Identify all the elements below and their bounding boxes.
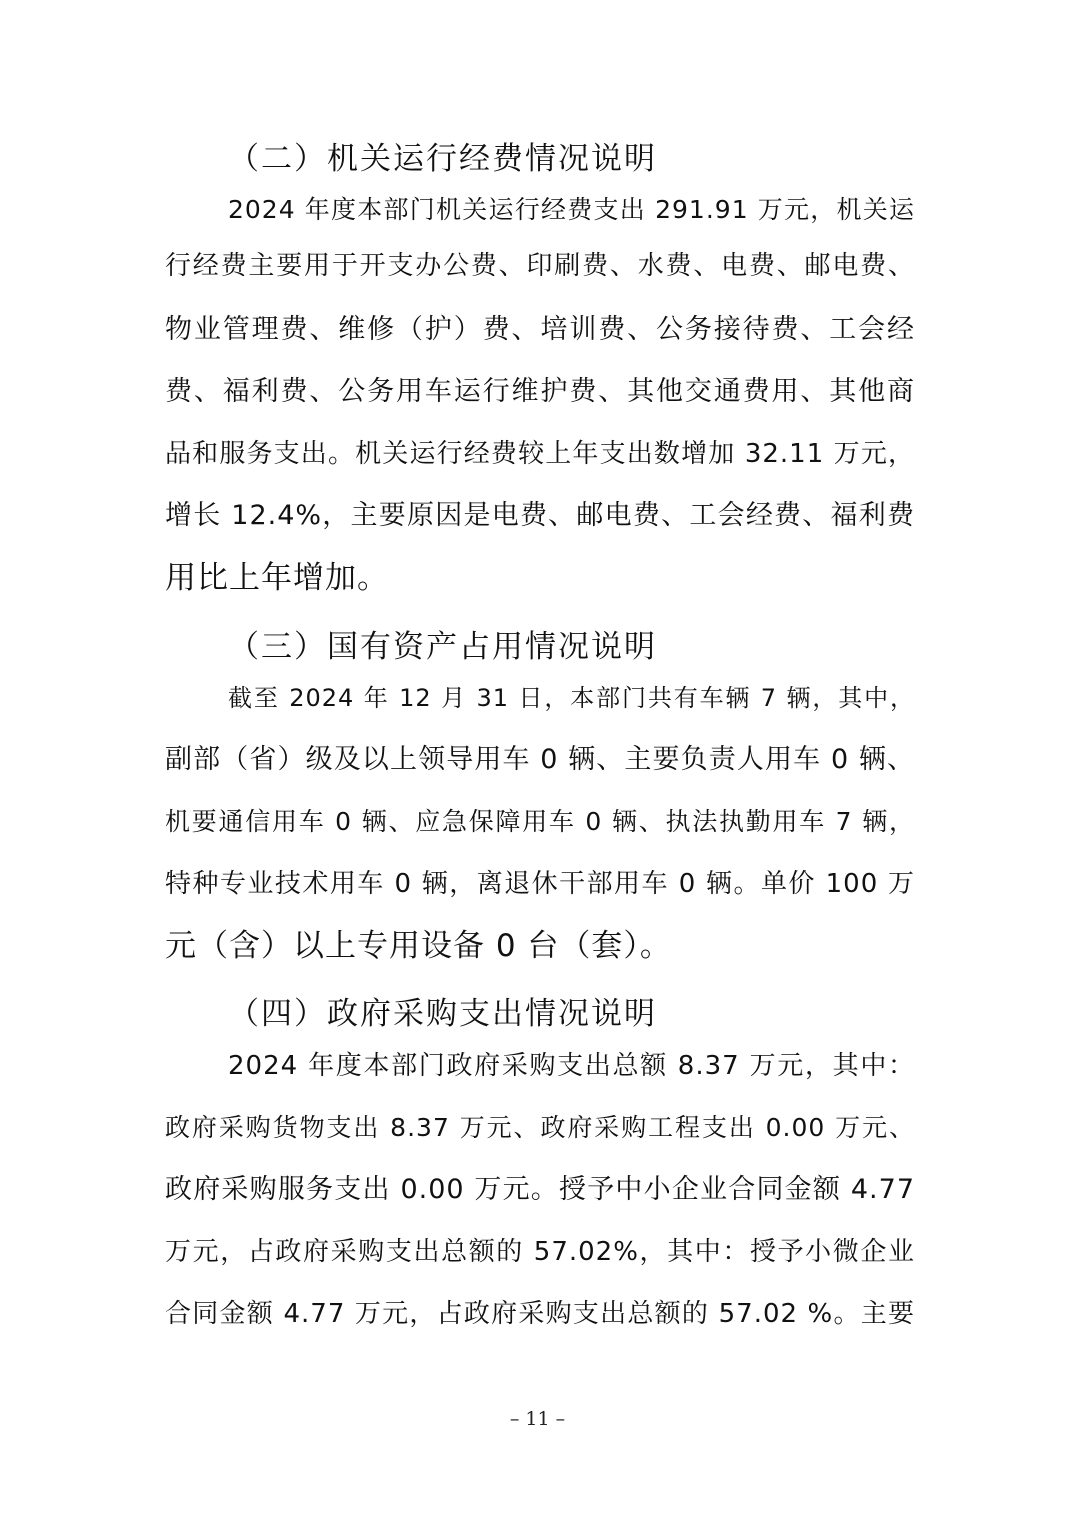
page-number: – 11 – bbox=[509, 1408, 566, 1430]
paragraph-line: 截至 2024 年 12 月 31 日，本部门共有车辆 7 辆，其中， bbox=[228, 684, 915, 712]
paragraph-line: 合同金额 4.77 万元，占政府采购支出总额的 57.02 %。主要 bbox=[165, 1299, 915, 1329]
paragraph-line: 2024 年度本部门政府采购支出总额 8.37 万元，其中： bbox=[228, 1051, 915, 1081]
paragraph-line: 副部（省）级及以上领导用车 0 辆、主要负责人用车 0 辆、 bbox=[165, 744, 915, 775]
paragraph-line: 政府采购货物支出 8.37 万元、政府采购工程支出 0.00 万元、 bbox=[165, 1113, 915, 1142]
paragraph-line: 元（含）以上专用设备 0 台（套）。 bbox=[165, 928, 672, 964]
paragraph-line: 政府采购服务支出 0.00 万元。授予中小企业合同金额 4.77 bbox=[165, 1174, 915, 1205]
paragraph-line: 物业管理费、维修（护）费、培训费、公务接待费、工会经 bbox=[165, 314, 915, 345]
section-heading-2: （二）机关运行经费情况说明 bbox=[228, 141, 657, 177]
paragraph-line: 用比上年增加。 bbox=[165, 560, 389, 596]
paragraph-line: 品和服务支出。机关运行经费较上年支出数增加 32.11 万元， bbox=[165, 439, 915, 469]
section-heading-3: （三）国有资产占用情况说明 bbox=[228, 629, 657, 665]
paragraph-line: 万元，占政府采购支出总额的 57.02%，其中：授予小微企业 bbox=[165, 1237, 915, 1267]
section-heading-4: （四）政府采购支出情况说明 bbox=[228, 996, 657, 1032]
paragraph-line: 行经费主要用于开支办公费、印刷费、水费、电费、邮电费、 bbox=[165, 251, 915, 281]
paragraph-line: 特种专业技术用车 0 辆，离退休干部用车 0 辆。单价 100 万 bbox=[165, 869, 915, 899]
paragraph-line: 机要通信用车 0 辆、应急保障用车 0 辆、执法执勤用车 7 辆， bbox=[165, 807, 915, 836]
paragraph-line: 2024 年度本部门机关运行经费支出 291.91 万元，机关运 bbox=[228, 195, 915, 224]
paragraph-line: 费、福利费、公务用车运行维护费、其他交通费用、其他商 bbox=[165, 376, 915, 407]
paragraph-line: 增长 12.4%，主要原因是电费、邮电费、工会经费、福利费 bbox=[165, 500, 915, 531]
